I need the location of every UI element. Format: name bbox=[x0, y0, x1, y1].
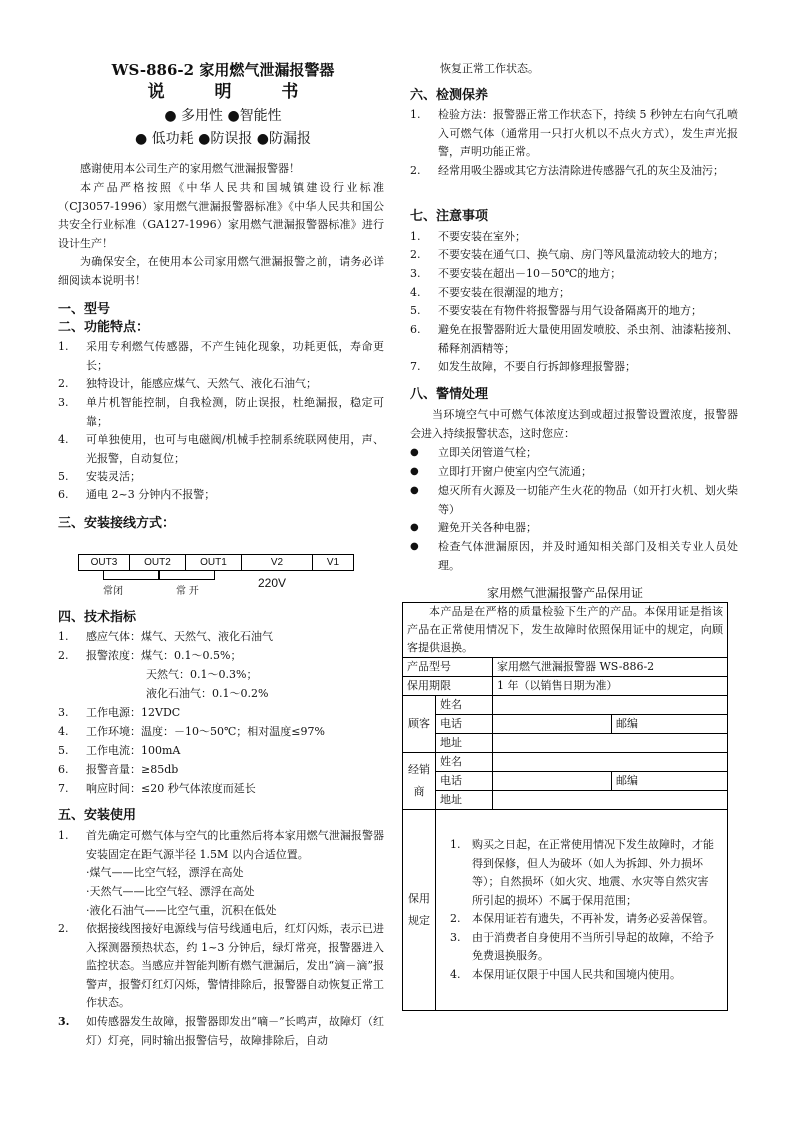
label-normally-closed: 常闭 bbox=[103, 586, 123, 597]
list-item: 4. 不要安装在很潮湿的地方； bbox=[410, 286, 570, 299]
list-item: 2. 依据接线图接好电源线与信号线通电后，红灯闪烁，表示已进入探测器预热状态，约 1~3 分钟后，绿灯常亮，报警器进入监控状态。当感应并智能判断有燃气泄漏后，发出“滴－滴”报警声，报警灯红灯闪烁，警情排除后，报警器自动恢复正常工作状态。 bbox=[58, 922, 384, 1009]
installation-item-3-continued: 恢复正常工作状态。 bbox=[440, 62, 539, 75]
terminal-out1: OUT1 bbox=[186, 555, 242, 571]
section-heading-wiring: 三、安装接线方式： bbox=[58, 516, 176, 531]
list-item: 1. 检验方法：报警器正常工作状态下，持续 5 秒钟左右向气孔喷入可燃气体（通常用一只打火机以不点火方式），发生声光报警，声明功能正常。 bbox=[410, 108, 738, 158]
customer-address-field[interactable] bbox=[493, 734, 728, 753]
list-item: 2. 报警浓度：煤气：0.1～0.5%； bbox=[58, 649, 242, 662]
terms-item: 1. 购买之日起，在正常使用情况下发生故障时，才能得到保修，但人为破坏（如人为拆卸、外力损坏等）；自然损坏（如火灾、地震、水灾等自然灾害所引起的损坏）不属于保用范围； bbox=[450, 838, 714, 907]
document-subtitle: 说 明 书 bbox=[147, 82, 321, 102]
dealer-postcode-label: 邮编 bbox=[612, 772, 728, 791]
customer-name-field[interactable] bbox=[493, 696, 728, 715]
drop-bullet-icon: ● bbox=[410, 466, 419, 477]
terminal-v2: V2 bbox=[242, 555, 313, 571]
list-item: 1. 不要安装在室外； bbox=[410, 230, 526, 243]
list-item: 2. 独特设计，能感应煤气、天然气、液化石油气； bbox=[58, 377, 317, 390]
list-item: 1. 首先确定可燃气体与空气的比重然后将本家用燃气泄漏报警器安装固定在距气源半径 1.5M 以内合适位置。 bbox=[58, 829, 384, 861]
terms-item: 2. 本保用证若有遗失，不再补发，请务必妥善保管。 bbox=[450, 912, 714, 925]
section-heading-installation: 五、安装使用 bbox=[58, 808, 137, 823]
terminal-v1: V1 bbox=[313, 555, 354, 571]
customer-address-label: 地址 bbox=[436, 734, 493, 753]
gas-weight-note: ·煤气——比空气轻，漂浮在高处 bbox=[86, 866, 244, 879]
list-item: 3. 如传感器发生故障，报警器即发出“嘀－”长鸣声，故障灯（红灯）灯亮，同时输出报警信号，故障排除后，自动 bbox=[58, 1015, 384, 1047]
list-item: 2. 不要安装在通气口、换气扇、房门等风量流动较大的地方； bbox=[410, 248, 724, 261]
list-item: 1. 感应气体：煤气、天然气、液化石油气 bbox=[58, 630, 273, 643]
list-item: 7. 如发生故障，不要自行拆卸修理报警器； bbox=[410, 360, 636, 373]
period-label: 保用期限 bbox=[403, 677, 493, 696]
period-value: 1 年（以销售日期为准） bbox=[493, 677, 728, 696]
list-item: ● 检查气体泄漏原因，并及时通知相关部门及相关专业人员处理。 bbox=[410, 540, 738, 572]
features-line-2: ● 低功耗 ●防误报 ●防漏报 bbox=[135, 131, 311, 147]
drop-bullet-icon: ● bbox=[410, 541, 419, 552]
warranty-terms bbox=[436, 810, 728, 1011]
list-item: 6. 通电 2~3 分钟内不报警； bbox=[58, 488, 216, 501]
list-item: 3. 不要安装在超出－10－50℃的地方； bbox=[410, 267, 622, 280]
list-item: 4. 工作环境：温度：－10～50℃；相对温度≤97% bbox=[58, 725, 325, 738]
warranty-table bbox=[402, 602, 728, 1011]
terms-item: 3. 由于消费者自身使用不当所引导起的故障，不给予免费退换服务。 bbox=[450, 930, 714, 962]
list-item: ● 立即打开窗户使室内空气流通； bbox=[410, 463, 738, 481]
warranty-intro: 本产品是在严格的质量检验下生产的产品。本保用证是指该产品在正常使用情况下，发生故障时依照保用证中的规定，向顾客提供退换。 bbox=[403, 603, 728, 658]
list-item: 3. 单片机智能控制，自我检测，防止误报，杜绝漏报，稳定可靠； bbox=[58, 396, 384, 428]
section-heading-precautions: 七、注意事项 bbox=[410, 209, 489, 224]
dealer-phone-field[interactable] bbox=[493, 772, 612, 791]
gas-weight-note: ·液化石油气——比空气重，沉积在低处 bbox=[86, 904, 277, 917]
dealer-address-label: 地址 bbox=[436, 791, 493, 810]
terms-label: 保用规定 bbox=[403, 810, 436, 1011]
label-normally-open: 常 开 bbox=[176, 586, 199, 597]
dealer-address-field[interactable] bbox=[493, 791, 728, 810]
terms-item: 4. 本保用证仅限于中国人民共和国境内使用。 bbox=[450, 967, 681, 981]
model-label: 产品型号 bbox=[403, 658, 493, 677]
section-heading-model: 一、型号 bbox=[58, 302, 111, 317]
list-item: ● 熄灭所有火源及一切能产生火花的物品（如开打火机、划火柴等） bbox=[410, 484, 738, 516]
spec-concentration-lpg: 液化石油气：0.1～0.2% bbox=[146, 687, 269, 700]
list-item: 7. 响应时间：≤20 秒气体浓度而延长 bbox=[58, 782, 256, 795]
model-value: 家用燃气泄漏报警器 WS-886-2 bbox=[493, 658, 728, 677]
intro-paragraph-3: 为确保安全，在使用本公司家用燃气泄漏报警之前，请务必详细阅读本说明书！ bbox=[58, 255, 384, 287]
features-line-1: ● 多用性 ●智能性 bbox=[164, 108, 282, 124]
label-voltage: 220V bbox=[258, 576, 287, 590]
document-title: WS-886-2 家用燃气泄漏报警器 bbox=[111, 61, 335, 79]
customer-name-label: 姓名 bbox=[436, 696, 493, 715]
section-heading-features: 二、功能特点： bbox=[58, 320, 150, 335]
terminal-out3: OUT3 bbox=[79, 555, 130, 571]
section-heading-specs: 四、技术指标 bbox=[58, 610, 137, 625]
customer-phone-field[interactable] bbox=[493, 715, 612, 734]
intro-paragraph-1: 感谢使用本公司生产的家用燃气泄漏报警器！ bbox=[80, 162, 300, 175]
customer-phone-label: 电话 bbox=[436, 715, 493, 734]
list-item: 1. 采用专利燃气传感器，不产生钝化现象，功耗更低，寿命更长； bbox=[58, 340, 384, 372]
drop-bullet-icon: ● bbox=[410, 485, 419, 496]
normally-open-bracket bbox=[158, 571, 215, 580]
section-heading-maintenance: 六、检测保养 bbox=[410, 88, 489, 103]
list-item: ● 避免开关各种电器； bbox=[410, 519, 738, 537]
wiring-terminal-strip bbox=[78, 554, 354, 571]
normally-closed-bracket bbox=[103, 571, 160, 580]
dealer-phone-label: 电话 bbox=[436, 772, 493, 791]
warranty-title: 家用燃气泄漏报警产品保用证 bbox=[486, 586, 643, 600]
terminal-out2: OUT2 bbox=[130, 555, 186, 571]
list-item: 6. 报警音量：≥85db bbox=[58, 763, 179, 776]
list-item: 6. 避免在报警器附近大量使用固发喷胶、杀虫剂、油漆粘接剂、稀释剂酒精等； bbox=[410, 323, 738, 355]
list-item: 5. 安装灵活； bbox=[58, 470, 141, 483]
customer-postcode-label: 邮编 bbox=[612, 715, 728, 734]
drop-bullet-icon: ● bbox=[410, 522, 419, 533]
customer-label: 顾客 bbox=[403, 696, 436, 753]
spec-concentration-natural-gas: 天然气：0.1～0.3%； bbox=[146, 668, 258, 681]
drop-bullet-icon: ● bbox=[410, 447, 419, 458]
intro-paragraph-2: 本产品严格按照《中华人民共和国城镇建设行业标准（CJ3057-1996）家用燃气泄漏报警器标准》《中华人民共和国公共安全行业标准（GA127-1996）家用燃气泄漏报警器标准》进行设计生产！ bbox=[58, 181, 384, 250]
dealer-label: 经销商 bbox=[403, 753, 436, 810]
list-item: ● 立即关闭管道气栓； bbox=[410, 444, 738, 462]
alarm-response-intro: 当环境空气中可燃气体浓度达到或超过报警设置浓度，报警器会进入持续报警状态，这时您应： bbox=[410, 408, 738, 440]
dealer-name-field[interactable] bbox=[493, 753, 728, 772]
dealer-name-label: 姓名 bbox=[436, 753, 493, 772]
list-item: 4. 可单独使用，也可与电磁阀/机械手控制系统联网使用，声、光报警，自动复位； bbox=[58, 433, 384, 465]
list-item: 2. 经常用吸尘器或其它方法清除进传感器气孔的灰尘及油污； bbox=[410, 164, 724, 177]
list-item: 3. 工作电源：12VDC bbox=[58, 706, 181, 719]
gas-weight-note: ·天然气——比空气轻、漂浮在高处 bbox=[86, 885, 255, 898]
section-heading-alarm-response: 八、警情处理 bbox=[410, 387, 489, 402]
list-item: 5. 不要安装在有物件将报警器与用气设备隔离开的地方； bbox=[410, 304, 702, 317]
list-item: 5. 工作电流：100mA bbox=[58, 744, 181, 757]
